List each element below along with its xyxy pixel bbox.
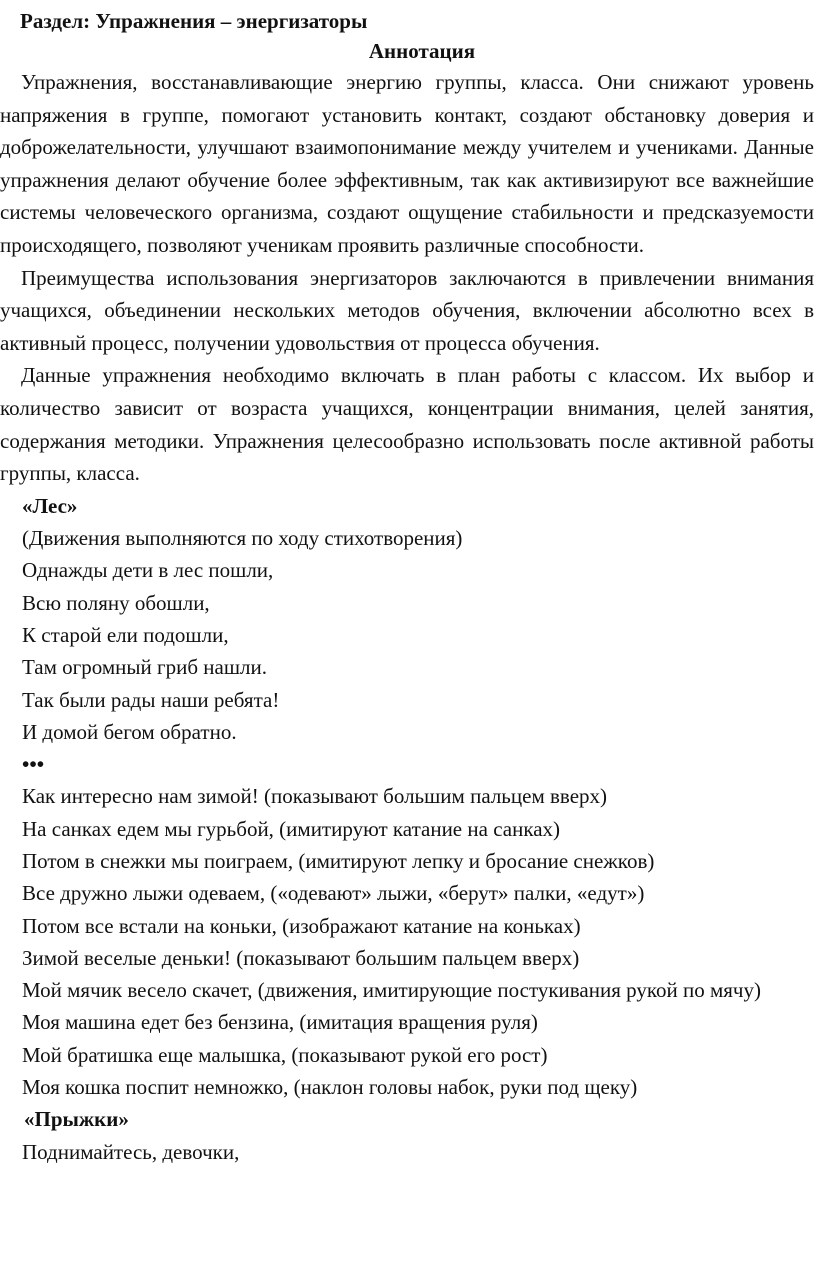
paragraph-advantages: Преимущества использования энергизаторов заключаются в привлечении внимания учащихся, объединении нескольких методов обучения, включении абсолютно всех в активный процесс, получении удовольствия от процесса обучения.	[0, 265, 814, 355]
annotation-title: Аннотация	[368, 39, 476, 63]
poem-line: К старой ели подошли,	[22, 622, 229, 647]
poem-line-wrapped: Мой мячик весело скачет, (движения, имитирующие постукивания рукой по мячу)	[22, 978, 761, 1003]
poem-line: Там огромный гриб нашли.	[22, 655, 267, 680]
poem-line: Поднимайтесь, девочки,	[22, 1139, 240, 1164]
poem-line: Всю поляну обошли,	[22, 590, 210, 615]
paragraph-intro: Упражнения, восстанавливающие энергию группы, класса. Они снижают уровень напряжения в группе, помогают установить контакт, создают обстановку доверия и доброжелательности, улучшают взаимопонимание между учителем и учениками. Данные упражнения делают обучение более эффективным, так как активизируют все важнейшие системы человеческого организма, создают ощущение стабильности и предсказуемости происходящего, позволяют ученикам проявить различные способности.	[0, 70, 814, 257]
poem-line: На санках едем мы гурьбой, (имитируют катание на санках)	[22, 816, 561, 841]
poem-line: Моя машина едет без бензина, (имитация вращения руля)	[22, 1010, 538, 1035]
exercise-title-jumps: «Прыжки»	[24, 1107, 129, 1132]
poem-line: Мой братишка еще малышка, (показывают рукой его рост)	[22, 1042, 548, 1067]
poem-line: Потом все встали на коньки, (изображают катание на коньках)	[22, 913, 581, 938]
section-title: Раздел: Упражнения – энергизаторы	[20, 9, 368, 33]
exercise-title-forest: «Лес»	[22, 493, 78, 518]
poem-line: Потом в снежки мы поиграем, (имитируют лепку и бросание снежков)	[22, 848, 655, 873]
poem-line: Все дружно лыжи одеваем, («одевают» лыжи, «берут» палки, «едут»)	[22, 881, 645, 906]
poem-line: Как интересно нам зимой! (показывают большим пальцем вверх)	[22, 784, 608, 809]
poem-line: Моя кошка поспит немножко, (наклон головы набок, руки под щеку)	[22, 1075, 638, 1100]
poem-line: Так были рады наши ребята!	[22, 687, 280, 712]
poem-line: И домой бегом обратно.	[22, 719, 237, 744]
poem-line: Зимой веселые деньки! (показывают большим пальцем вверх)	[22, 945, 580, 970]
exercise-instruction: (Движения выполняются по ходу стихотворения)	[22, 526, 463, 551]
paragraph-usage: Данные упражнения необходимо включать в план работы с классом. Их выбор и количество зависит от возраста учащихся, концентрации внимания, целей занятия, содержания методики. Упражнения целесообразно использовать после активной работы группы, класса.	[0, 363, 814, 486]
exercises-text	[0, 490, 814, 1168]
poem-line: Однажды дети в лес пошли,	[22, 558, 274, 583]
separator-dots: •••	[22, 752, 45, 777]
